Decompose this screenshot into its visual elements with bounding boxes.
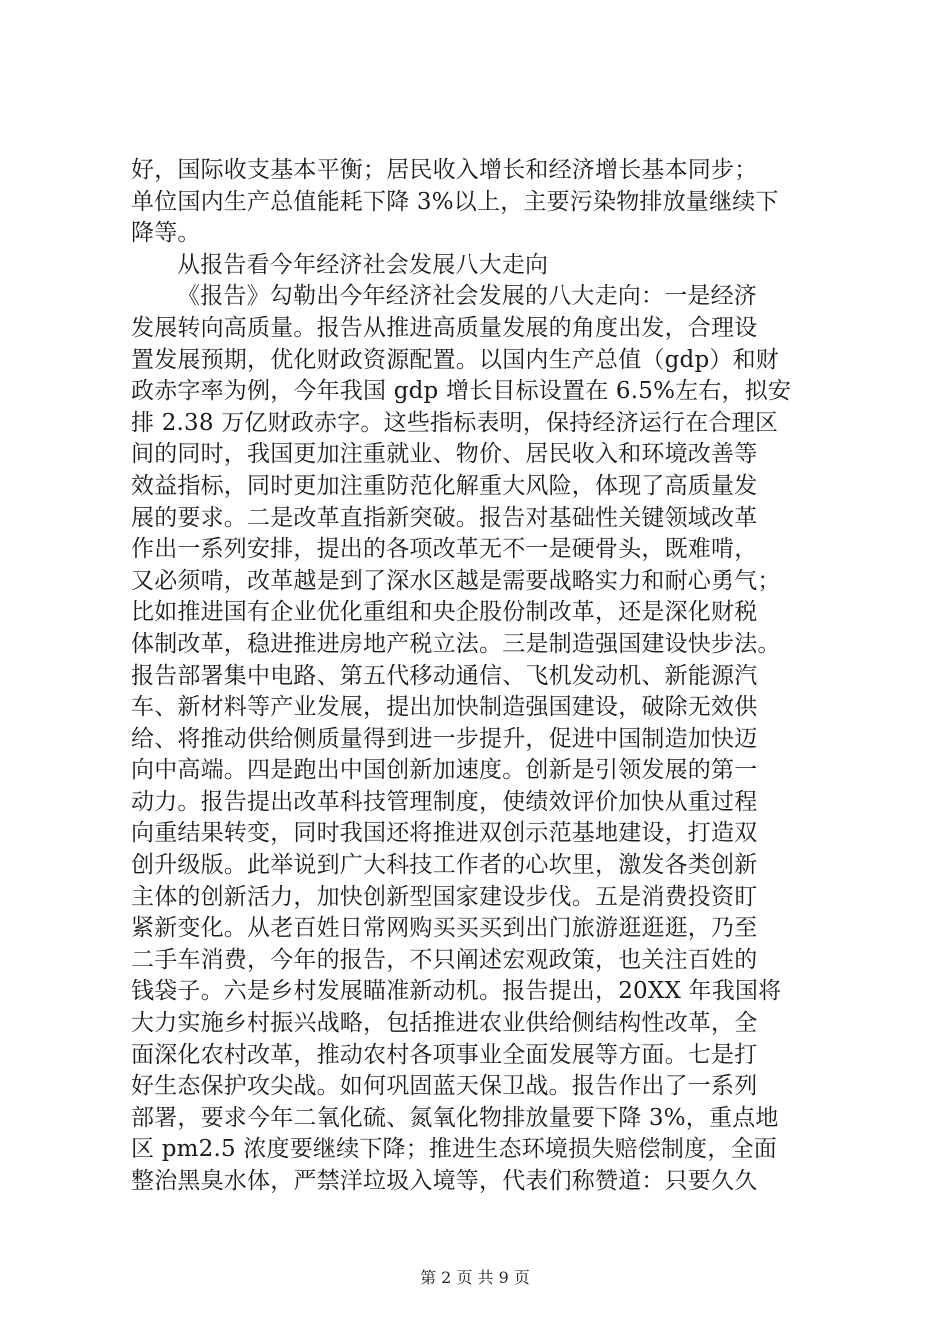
text-line: 向重结果转变，同时我国还将推进双创示范基地建设，打造双 — [131, 820, 758, 847]
text-line: 面深化农村改革，推动农村各项事业全面发展等方面。七是打 — [131, 1041, 758, 1068]
text-line: 间的同时，我国更加注重就业、物价、居民收入和环境改善等 — [131, 441, 758, 468]
document-body — [131, 155, 851, 1198]
text-line: 主体的创新活力，加快创新型国家建设步伐。五是消费投资盯 — [131, 883, 758, 910]
text-line: 好，国际收支基本平衡；居民收入增长和经济增长基本同步； — [131, 157, 758, 183]
text-line: 政赤字率为例，今年我国 gdp 增长目标设置在 6.5%左右，拟安 — [131, 378, 792, 405]
text-line: 体制改革，稳进推进房地产税立法。三是制造强国建设快步法。 — [131, 630, 781, 657]
text-line: 车、新材料等产业发展，提出加快制造强国建设，破除无效供 — [131, 694, 758, 721]
text-line: 部署，要求今年二氧化硫、氮氧化物排放量要下降 3%，重点地 — [131, 1104, 779, 1131]
text-line: 单位国内生产总值能耗下降 3%以上，主要污染物排放量继续下 — [131, 188, 779, 215]
text-line: 钱袋子。六是乡村发展瞄准新动机。报告提出，20XX 年我国将 — [131, 978, 782, 1005]
text-line: 又必须啃，改革越是到了深水区越是需要战略实力和耐心勇气； — [131, 567, 781, 594]
text-line: 好生态保护攻尖战。如何巩固蓝天保卫战。报告作出了一系列 — [131, 1073, 758, 1100]
page-number-footer: 第 2 页 共 9 页 — [420, 1268, 530, 1287]
text-line: 紧新变化。从老百姓日常网购买买买到出门旅游逛逛逛，乃至 — [131, 915, 758, 942]
text-line: 大力实施乡村振兴战略，包括推进农业供给侧结构性改革，全 — [131, 1010, 758, 1037]
text-line: 动力。报告提出改革科技管理制度，使绩效评价加快从重过程 — [131, 788, 758, 815]
text-line: 比如推进国有企业优化重组和央企股份制改革，还是深化财税 — [131, 599, 758, 626]
text-line: 展的要求。二是改革直指新突破。报告对基础性关键领域改革 — [131, 504, 758, 531]
text-line: 《报告》勾勒出今年经济社会发展的八大走向：一是经济 — [177, 283, 757, 310]
text-line: 发展转向高质量。报告从推进高质量发展的角度出发，合理设 — [131, 314, 758, 341]
text-line: 排 2.38 万亿财政赤字。这些指标表明，保持经济运行在合理区 — [131, 409, 779, 436]
text-line: 报告部署集中电路、第五代移动通信、飞机发动机、新能源汽 — [131, 662, 758, 689]
text-line: 整治黑臭水体，严禁洋垃圾入境等，代表们称赞道：只要久久 — [131, 1168, 758, 1194]
text-line: 创升级版。此举说到广大科技工作者的心坎里，激发各类创新 — [131, 852, 758, 879]
text-line: 降等。 — [131, 220, 201, 247]
text-line: 置发展预期，优化财政资源配置。以国内生产总值（gdp）和财 — [131, 346, 779, 373]
text-line: 作出一系列安排，提出的各项改革无不一是硬骨头，既难啃， — [131, 536, 758, 563]
text-line: 区 pm2.5 浓度要继续下降；推进生态环境损失赔偿制度，全面 — [131, 1136, 777, 1163]
text-line: 二手车消费，今年的报告，不只阐述宏观政策，也关注百姓的 — [131, 946, 758, 973]
text-line: 效益指标，同时更加注重防范化解重大风险，体现了高质量发 — [131, 472, 758, 499]
text-line: 给、将推动供给侧质量得到进一步提升，促进中国制造加快迈 — [131, 725, 758, 752]
text-line: 向中高端。四是跑出中国创新加速度。创新是引领发展的第一 — [131, 757, 758, 784]
section-heading: 从报告看今年经济社会发展八大走向 — [177, 251, 549, 278]
